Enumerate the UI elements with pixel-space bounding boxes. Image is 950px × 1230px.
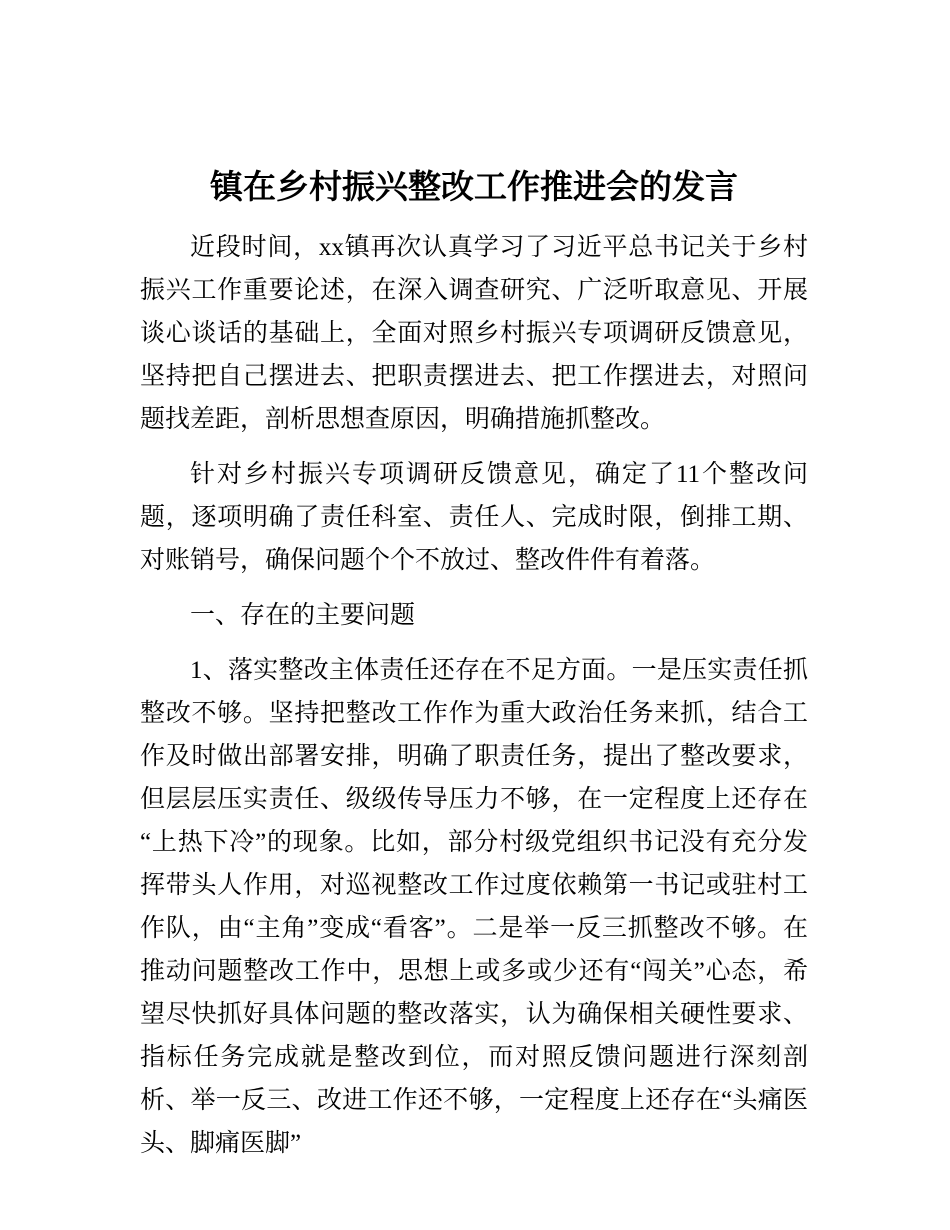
paragraph-problem-1: 1、落实整改主体责任还存在不足方面。一是压实责任抓整改不够。坚持把整改工作作为重大政治任务来抓，结合工作及时做出部署安排，明确了职责任务，提出了整改要求，但层层压实责任、级级传导压力不够，在一定程度上还存在“上热下冷”的现象。比如，部分村级党组织书记没有充分发挥带头人作用，对巡视整改工作过度依赖第一书记或驻村工作队，由“主角”变成“看客”。二是举一反三抓整改不够。在推动问题整改工作中，思想上或多或少还有“闯关”心态，希望尽快抓好具体问题的整改落实，认为确保相关硬性要求、指标任务完成就是整改到位，而对照反馈问题进行深刻剖析、举一反三、改进工作还不够，一定程度上还存在“头痛医头、脚痛医脚” — [140, 657, 808, 1157]
paragraph-intro: 近段时间，xx镇再次认真学习了习近平总书记关于乡村振兴工作重要论述，在深入调查研究、广泛听取意见、开展谈心谈话的基础上，全面对照乡村振兴专项调研反馈意见，坚持把自己摆进去、把职责摆进去、把工作摆进去，对照问题找差距，剖析思想查原因，明确措施抓整改。 — [140, 234, 808, 433]
section-heading-main-problems: 一、存在的主要问题 — [190, 602, 416, 629]
paragraph-rectification-overview: 针对乡村振兴专项调研反馈意见，确定了11个整改问题，逐项明确了责任科室、责任人、完成时限，倒排工期、对账销号，确保问题个个不放过、整改件件有着落。 — [140, 461, 808, 574]
document-title: 镇在乡村振兴整改工作推进会的发言 — [210, 168, 738, 205]
